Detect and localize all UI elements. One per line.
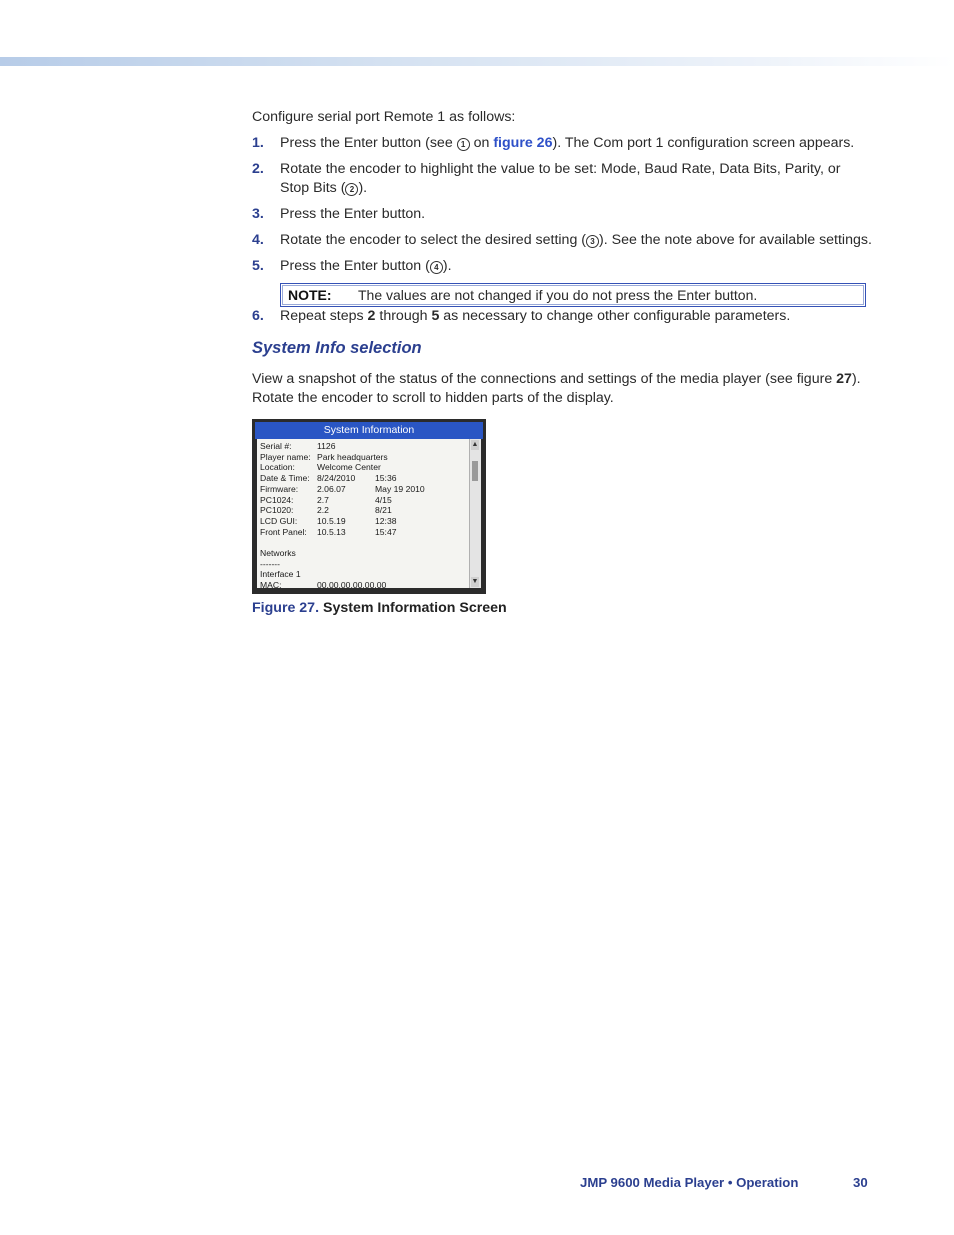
- info-value: May 19 2010: [375, 483, 425, 494]
- steps-list-continued: [252, 307, 872, 326]
- info-label: PC1024:: [260, 494, 294, 505]
- step-number: 3.: [252, 206, 264, 222]
- intro-text: Configure serial port Remote 1 as follows:: [252, 109, 516, 125]
- step-text: ). See the note above for available settings.: [599, 232, 872, 248]
- note-text: The values are not changed if you do not press the Enter button.: [358, 286, 758, 303]
- note-label: NOTE:: [288, 286, 332, 303]
- para-text: View a snapshot of the status of the connections and settings of the media player (see figure: [252, 371, 837, 387]
- para-text: ). Rotate the encoder to scroll to hidden parts of the display.: [252, 371, 861, 406]
- step-4: [252, 231, 872, 250]
- scrollbar[interactable]: [469, 439, 481, 588]
- info-row: [260, 441, 471, 452]
- info-row: [260, 559, 471, 570]
- step-text: on: [469, 135, 494, 151]
- step-5: [252, 257, 872, 276]
- header-bar: [0, 57, 954, 66]
- info-row: [260, 537, 471, 548]
- screen-body: [257, 439, 471, 591]
- callout-1-icon: 1: [457, 138, 470, 151]
- step-number: 4.: [252, 232, 264, 248]
- step-6: [252, 307, 872, 326]
- info-row: [260, 548, 471, 559]
- info-label: LCD GUI:: [260, 515, 298, 526]
- info-label: MAC:: [260, 580, 282, 591]
- info-row: [260, 580, 471, 591]
- info-value: 12:38: [375, 515, 397, 526]
- step-3: [252, 205, 872, 224]
- steps-list: [252, 134, 872, 276]
- info-label: Networks: [260, 548, 296, 559]
- info-value: 2.06.07: [317, 483, 346, 494]
- step-2: [252, 160, 872, 198]
- step-text: as necessary to change other configurable parameters.: [439, 308, 791, 324]
- screen-title: System Information: [255, 422, 483, 439]
- info-value: [317, 548, 375, 559]
- scroll-up-icon[interactable]: ▲: [471, 441, 479, 448]
- info-label: [260, 537, 317, 548]
- step-text: ).: [358, 180, 368, 196]
- page-content: [252, 108, 872, 618]
- info-value: 2.2: [317, 505, 329, 516]
- page-number: 30: [853, 1175, 868, 1190]
- step-number: 2.: [252, 161, 264, 177]
- info-label: Firmware:: [260, 483, 299, 494]
- figure-ref: 27: [836, 371, 852, 387]
- info-label: -------: [260, 558, 281, 569]
- callout-2-icon: 2: [345, 183, 358, 196]
- step-text: Press the Enter button.: [280, 206, 426, 222]
- step-text: Rotate the encoder to highlight the value to be set: Mode, Baud Rate, Data Bits, Parity, or Stop Bits (: [280, 161, 841, 196]
- step-text: Press the Enter button (: [280, 258, 430, 274]
- info-label: Date & Time:: [260, 473, 310, 484]
- footer-doc-title: JMP 9600 Media Player • Operation: [580, 1175, 799, 1190]
- info-value: [317, 559, 375, 570]
- step-text: Repeat steps: [280, 308, 368, 324]
- info-row: [260, 527, 471, 538]
- section-title: System Info selection: [252, 339, 422, 357]
- step-number: 1.: [252, 135, 264, 151]
- step-text: Press the Enter button (see: [280, 135, 457, 151]
- info-row: [260, 505, 471, 516]
- info-value: 2.7: [317, 494, 329, 505]
- step-1: [252, 134, 872, 153]
- step-text: Rotate the encoder to select the desired setting (: [280, 232, 587, 248]
- info-value: Welcome Center: [317, 462, 381, 473]
- info-label: Interface 1: [260, 569, 301, 580]
- section-paragraph: [252, 370, 872, 408]
- page-footer: [580, 1175, 870, 1190]
- info-value: 10.5.13: [317, 526, 346, 537]
- info-row: [260, 473, 471, 484]
- step-text: through: [375, 308, 432, 324]
- info-row: [260, 452, 471, 463]
- step-ref: 2: [367, 308, 376, 324]
- info-value: 4/15: [375, 494, 392, 505]
- callout-3-icon: 3: [586, 235, 599, 248]
- info-value: 15:47: [375, 526, 397, 537]
- info-value: 15:36: [375, 473, 397, 484]
- step-number: 6.: [252, 308, 264, 324]
- info-value: 1126: [317, 441, 336, 451]
- info-label: Location:: [260, 462, 295, 473]
- figure-title: System Information Screen: [322, 600, 507, 616]
- scroll-down-icon[interactable]: ▼: [471, 578, 479, 585]
- info-value: [317, 569, 375, 580]
- info-label: Player name:: [260, 451, 311, 462]
- info-value: Park headquarters: [317, 451, 388, 462]
- system-information-screenshot: [252, 419, 486, 594]
- step-number: 5.: [252, 258, 264, 274]
- step-ref: 5: [431, 308, 440, 324]
- figure-caption: [252, 599, 872, 618]
- scroll-thumb[interactable]: [472, 461, 478, 481]
- info-row: [260, 569, 471, 580]
- info-row: [260, 484, 471, 495]
- info-value: 8/24/2010: [317, 473, 356, 484]
- info-row: [260, 495, 471, 506]
- info-value: 10.5.19: [317, 515, 346, 526]
- info-label: PC1020:: [260, 505, 294, 516]
- info-row: [260, 516, 471, 527]
- figure-26-link[interactable]: figure 26: [493, 135, 553, 151]
- info-label: Serial #:: [260, 441, 292, 451]
- note-box: [280, 283, 866, 307]
- info-value: 8/21: [375, 505, 392, 516]
- figure-number: Figure 27.: [252, 600, 320, 616]
- info-label: Front Panel:: [260, 526, 307, 537]
- info-row: [260, 462, 471, 473]
- step-text: ). The Com port 1 configuration screen appears.: [552, 135, 855, 151]
- callout-4-icon: 4: [430, 261, 443, 274]
- info-value: 00.00.00.00.00.00: [317, 580, 387, 591]
- step-text: ).: [442, 258, 452, 274]
- info-value: [317, 537, 375, 548]
